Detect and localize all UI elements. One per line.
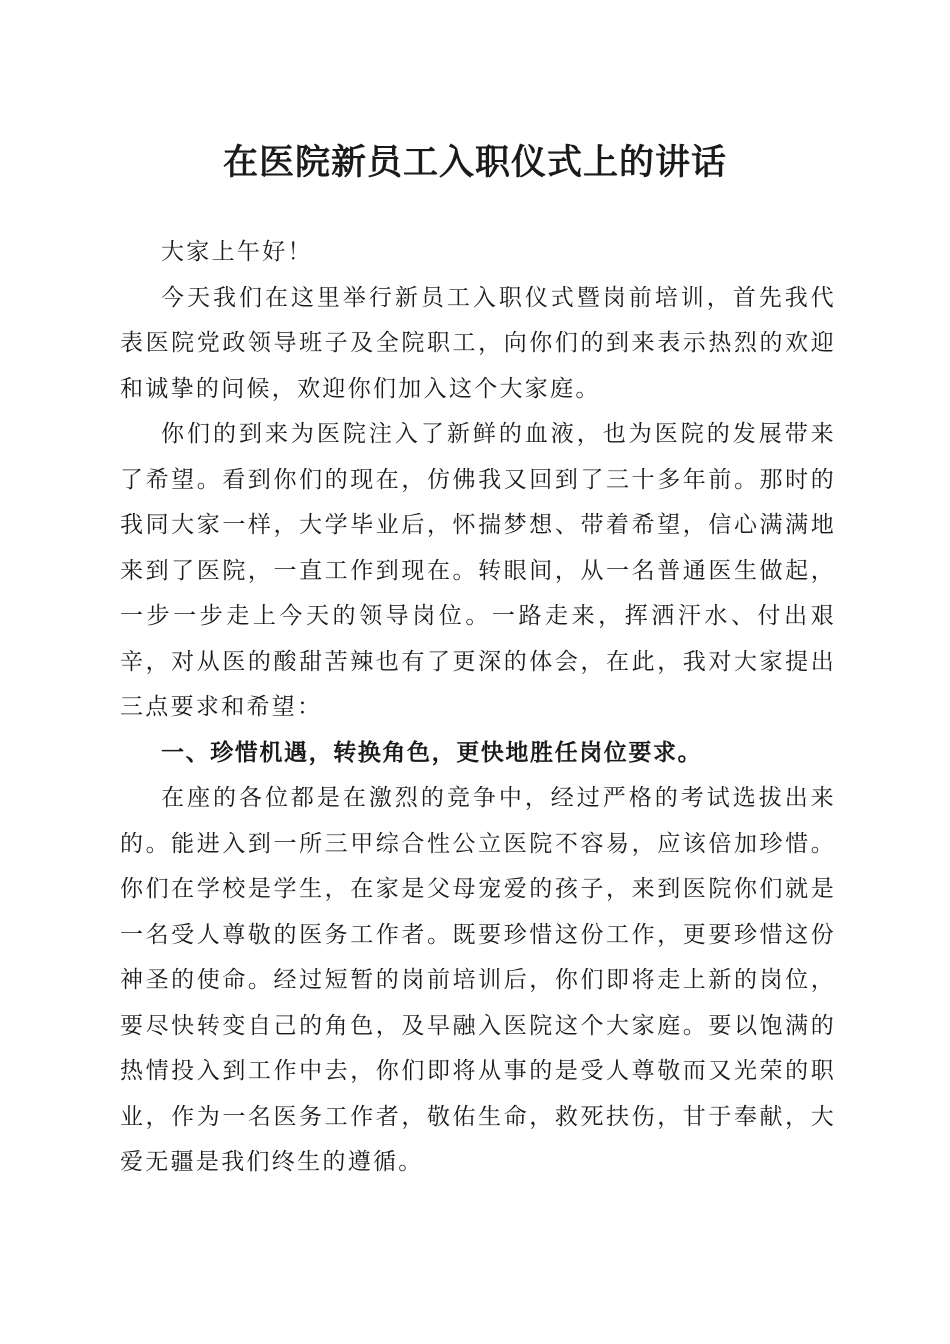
section-heading: 一、珍惜机遇，转换角色，更快地胜任岗位要求。: [161, 739, 703, 766]
welcome-paragraph: 今天我们在这里举行新员工入职仪式暨岗前培训，首先我代表医院党政领导班子及全院职工，向你们的到来表示热烈的欢迎和诚挚的问候，欢迎你们加入这个大家庭。: [120, 284, 836, 402]
greeting-paragraph: 大家上午好！: [161, 239, 313, 265]
document-title: 在医院新员工入职仪式上的讲话: [222, 142, 727, 183]
reflection-paragraph: 你们的到来为医院注入了新鲜的血液，也为医院的发展带来了希望。看到你们的现在，仿佛我又回到了三十多年前。那时的我同大家一样，大学毕业后，怀揣梦想、带着希望，信心满满地来到了医院，一直工作到现在。转眼间，从一名普通医生做起，一步一步走上今天的领导岗位。一路走来，挥洒汗水、付出艰辛，对从医的酸甜苦辣也有了更深的体会，在此，我对大家提出三点要求和希望：: [120, 421, 836, 720]
document-body: [120, 230, 836, 1186]
section-paragraph: 在座的各位都是在激烈的竞争中，经过严格的考试选拔出来的。能进入到一所三甲综合性公立医院不容易，应该倍加珍惜。你们在学校是学生，在家是父母宠爱的孩子，来到医院你们就是一名受人尊敬的医务工作者。既要珍惜这份工作，更要珍惜这份神圣的使命。经过短暂的岗前培训后，你们即将走上新的岗位，要尽快转变自己的角色，及早融入医院这个大家庭。要以饱满的热情投入到工作中去，你们即将从事的是受人尊敬而又光荣的职业，作为一名医务工作者，敬佑生命，救死扶伤，甘于奉献，大爱无疆是我们终生的遵循。: [120, 785, 836, 1175]
